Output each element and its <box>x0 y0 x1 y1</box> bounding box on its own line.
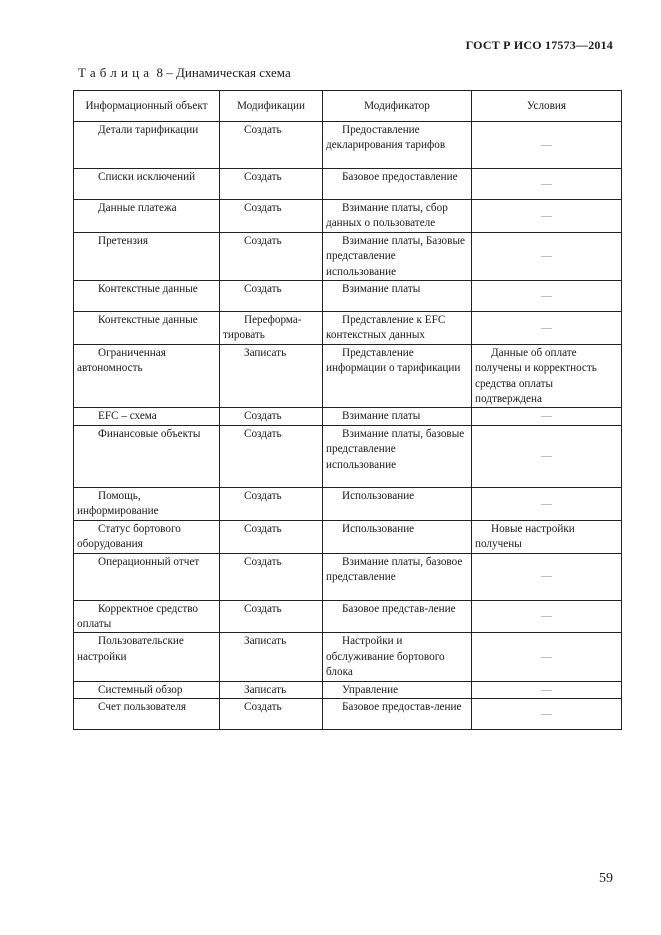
cell-modification: Создать <box>220 408 323 425</box>
dash-mark: — <box>541 410 552 423</box>
cell-modification: Создать <box>220 122 323 169</box>
table-row <box>74 553 622 600</box>
dash-mark: — <box>541 289 552 302</box>
cell-modification: Создать <box>220 281 323 312</box>
table-row <box>74 408 622 425</box>
cell-modification: Создать <box>220 232 323 280</box>
cell-condition <box>472 200 622 233</box>
cell-object: Помощь, информирование <box>74 487 220 520</box>
table-row <box>74 425 622 487</box>
cell-object: Корректное средство оплаты <box>74 600 220 633</box>
cell-modification: Создать <box>220 600 323 633</box>
cell-condition <box>472 408 622 425</box>
cell-condition <box>472 281 622 312</box>
cell-condition <box>472 312 622 345</box>
cell-modification: Записать <box>220 681 323 698</box>
cell-modifier: Управление <box>323 681 472 698</box>
cell-modifier: Взимание платы, базовые представление использование <box>323 425 472 487</box>
dash-mark: — <box>541 177 552 190</box>
dash-mark: — <box>541 650 552 663</box>
cell-object: Системный обзор <box>74 681 220 698</box>
cell-modification: Создать <box>220 487 323 520</box>
cell-modification: Создать <box>220 698 323 729</box>
cell-modification: Записать <box>220 633 323 681</box>
cell-condition: Данные об оплате получены и корректность средства оплаты подтверждена <box>472 344 622 408</box>
cell-condition <box>472 232 622 280</box>
cell-condition <box>472 553 622 600</box>
cell-object: Операционный отчет <box>74 553 220 600</box>
cell-condition <box>472 600 622 633</box>
dash-mark: — <box>541 683 552 696</box>
cell-object: Ограниченная автономность <box>74 344 220 408</box>
dash-mark: — <box>541 497 552 510</box>
table-row <box>74 200 622 233</box>
cell-modification: Перeформа-тировать <box>220 312 323 345</box>
cell-modifier: Взимание платы, Базовые представление использование <box>323 232 472 280</box>
table-row <box>74 312 622 345</box>
table-row <box>74 520 622 553</box>
cell-modifier: Базовое представ-ление <box>323 600 472 633</box>
cell-modifier: Использование <box>323 520 472 553</box>
cell-modifier: Базовое предостав-ление <box>323 698 472 729</box>
dash-mark: — <box>541 138 552 151</box>
column-header-object: Информационный объект <box>74 91 220 122</box>
table-row <box>74 600 622 633</box>
table-row <box>74 681 622 698</box>
cell-object: Претензия <box>74 232 220 280</box>
cell-object: EFC – схема <box>74 408 220 425</box>
standard-header: ГОСТ Р ИСО 17573—2014 <box>465 38 613 52</box>
table-row <box>74 698 622 729</box>
cell-condition <box>472 169 622 200</box>
dash-mark: — <box>541 250 552 263</box>
cell-condition <box>472 681 622 698</box>
cell-modifier: Взимание платы <box>323 281 472 312</box>
dash-mark: — <box>541 450 552 463</box>
cell-object: Данные платежа <box>74 200 220 233</box>
cell-object: Контекстные данные <box>74 281 220 312</box>
cell-modification: Создать <box>220 200 323 233</box>
table-row <box>74 344 622 408</box>
cell-modification: Записать <box>220 344 323 408</box>
cell-condition <box>472 425 622 487</box>
cell-object: Пользовательские настройки <box>74 633 220 681</box>
cell-modifier: Представление информации о тарификации <box>323 344 472 408</box>
caption-label: Таблица <box>78 65 154 80</box>
cell-modifier: Взимание платы <box>323 408 472 425</box>
cell-modification: Создать <box>220 169 323 200</box>
cell-modifier: Настройки и обслуживание бортового блока <box>323 633 472 681</box>
cell-condition: Новые настройки получены <box>472 520 622 553</box>
table-row <box>74 633 622 681</box>
cell-modifier: Использование <box>323 487 472 520</box>
dash-mark: — <box>541 707 552 720</box>
table-row <box>74 122 622 169</box>
cell-object: Детали тарификации <box>74 122 220 169</box>
dash-mark: — <box>541 610 552 623</box>
dash-mark: — <box>541 209 552 222</box>
cell-condition <box>472 122 622 169</box>
dash-mark: — <box>541 321 552 334</box>
page-number: 59 <box>599 871 613 886</box>
table-caption <box>78 65 291 81</box>
cell-modifier: Взимание платы, сбор данных о пользователе <box>323 200 472 233</box>
cell-modification: Создать <box>220 425 323 487</box>
cell-modifier: Представление к EFC контекстных данных <box>323 312 472 345</box>
column-header-condition: Условия <box>472 91 622 122</box>
cell-condition <box>472 698 622 729</box>
cell-object: Финансовые объекты <box>74 425 220 487</box>
dash-mark: — <box>541 570 552 583</box>
table-row <box>74 487 622 520</box>
dynamic-scheme-table <box>73 90 622 730</box>
cell-object: Счет пользователя <box>74 698 220 729</box>
cell-object: Статус бортового оборудования <box>74 520 220 553</box>
column-header-modification: Модификации <box>220 91 323 122</box>
cell-modifier: Базовое предоставление <box>323 169 472 200</box>
table-row <box>74 232 622 280</box>
cell-condition <box>472 633 622 681</box>
table-row <box>74 169 622 200</box>
table-row <box>74 281 622 312</box>
cell-modification: Создать <box>220 553 323 600</box>
cell-modification: Создать <box>220 520 323 553</box>
column-header-modifier: Модификатор <box>323 91 472 122</box>
cell-modifier: Предоставление декларирования тарифов <box>323 122 472 169</box>
cell-modifier: Взимание платы, базовое представление <box>323 553 472 600</box>
cell-condition <box>472 487 622 520</box>
cell-object: Списки исключений <box>74 169 220 200</box>
cell-object: Контекстные данные <box>74 312 220 345</box>
caption-title: 8 – Динамическая схема <box>153 65 291 80</box>
